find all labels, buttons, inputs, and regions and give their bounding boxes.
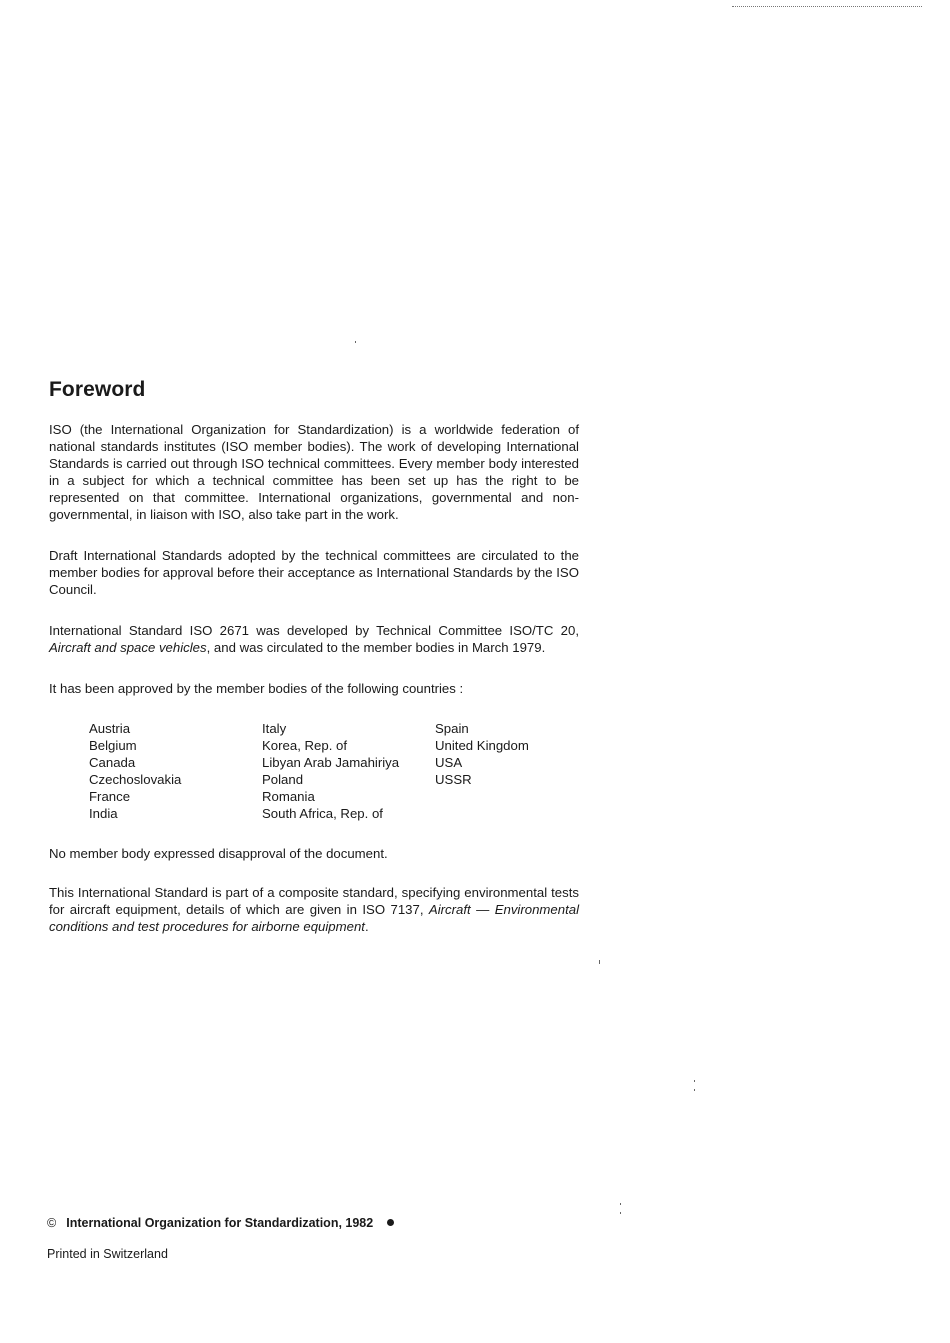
list-item: Belgium (89, 738, 137, 753)
list-item: Korea, Rep. of (262, 738, 348, 753)
page-title: Foreword (49, 378, 146, 401)
paragraph-draft-standards: Draft International Standards adopted by the technical committees are circulated to the member bodies for approval before their acceptance as International Standards by the ISO Council. (49, 548, 579, 597)
p6-standard-title: Aircraft — Environmental conditions and test procedures for airborne equipment (49, 902, 580, 934)
list-item: France (89, 789, 131, 804)
p3-text: International Standard ISO 2671 was developed by Technical Committee ISO/TC 20, (49, 623, 579, 638)
paragraph-no-disapproval: No member body expressed disapproval of the document. (49, 846, 388, 861)
list-item: Romania (262, 789, 315, 804)
country-column-2 (262, 720, 399, 822)
copyright-line (47, 1216, 394, 1230)
list-item: Poland (262, 772, 304, 787)
paragraph-iso-intro: ISO (the International Organization for Standardization) is a worldwide federation of national standards institutes (ISO member bodies). The work of developing International Standards is carried out through ISO technical committees. Every member body interested in a subject for which a technical committee has been set up has the right to be represented on that committee. International organizations, governmental and non-governmental, in liaison with ISO, also take part in the work. (49, 422, 579, 522)
list-item: USSR (435, 772, 472, 787)
copyright-symbol: © (47, 1216, 57, 1230)
p6-text-end: . (364, 919, 369, 934)
p3-text-end: , and was circulated to the member bodies in March 1979. (206, 640, 546, 655)
paragraph-composite-standard (49, 884, 579, 935)
list-item: United Kingdom (435, 738, 529, 753)
list-item: Austria (89, 721, 131, 736)
list-item: Libyan Arab Jamahiriya (262, 755, 400, 770)
list-item: India (89, 806, 118, 821)
paragraph-approval: It has been approved by the member bodies of the following countries : (49, 681, 464, 696)
list-item: Czechoslovakia (89, 772, 182, 787)
list-item: Canada (89, 755, 136, 770)
bullet-dot-icon (387, 1219, 394, 1226)
printed-in: Printed in Switzerland (47, 1247, 168, 1261)
country-column-3 (435, 720, 529, 788)
list-item: Italy (262, 721, 287, 736)
list-item: Spain (435, 721, 469, 736)
copyright-text: International Organization for Standardization, 1982 (66, 1216, 374, 1230)
scan-speck (694, 1089, 695, 1091)
scan-speck (620, 1212, 621, 1214)
paragraph-iso-2671 (49, 622, 579, 656)
scan-artifact-line (732, 6, 922, 8)
scan-speck (355, 341, 356, 343)
list-item: USA (435, 755, 463, 770)
country-column-1 (89, 720, 181, 822)
scan-speck (599, 960, 600, 964)
p6-text: This International Standard is part of a composite standard, specifying environmental tests for aircraft equipment, details of which are given in ISO 7137, (49, 885, 579, 917)
scan-speck (620, 1203, 621, 1205)
scan-speck (694, 1080, 695, 1082)
list-item: South Africa, Rep. of (262, 806, 383, 821)
p3-committee-title: Aircraft and space vehicles (49, 640, 207, 655)
